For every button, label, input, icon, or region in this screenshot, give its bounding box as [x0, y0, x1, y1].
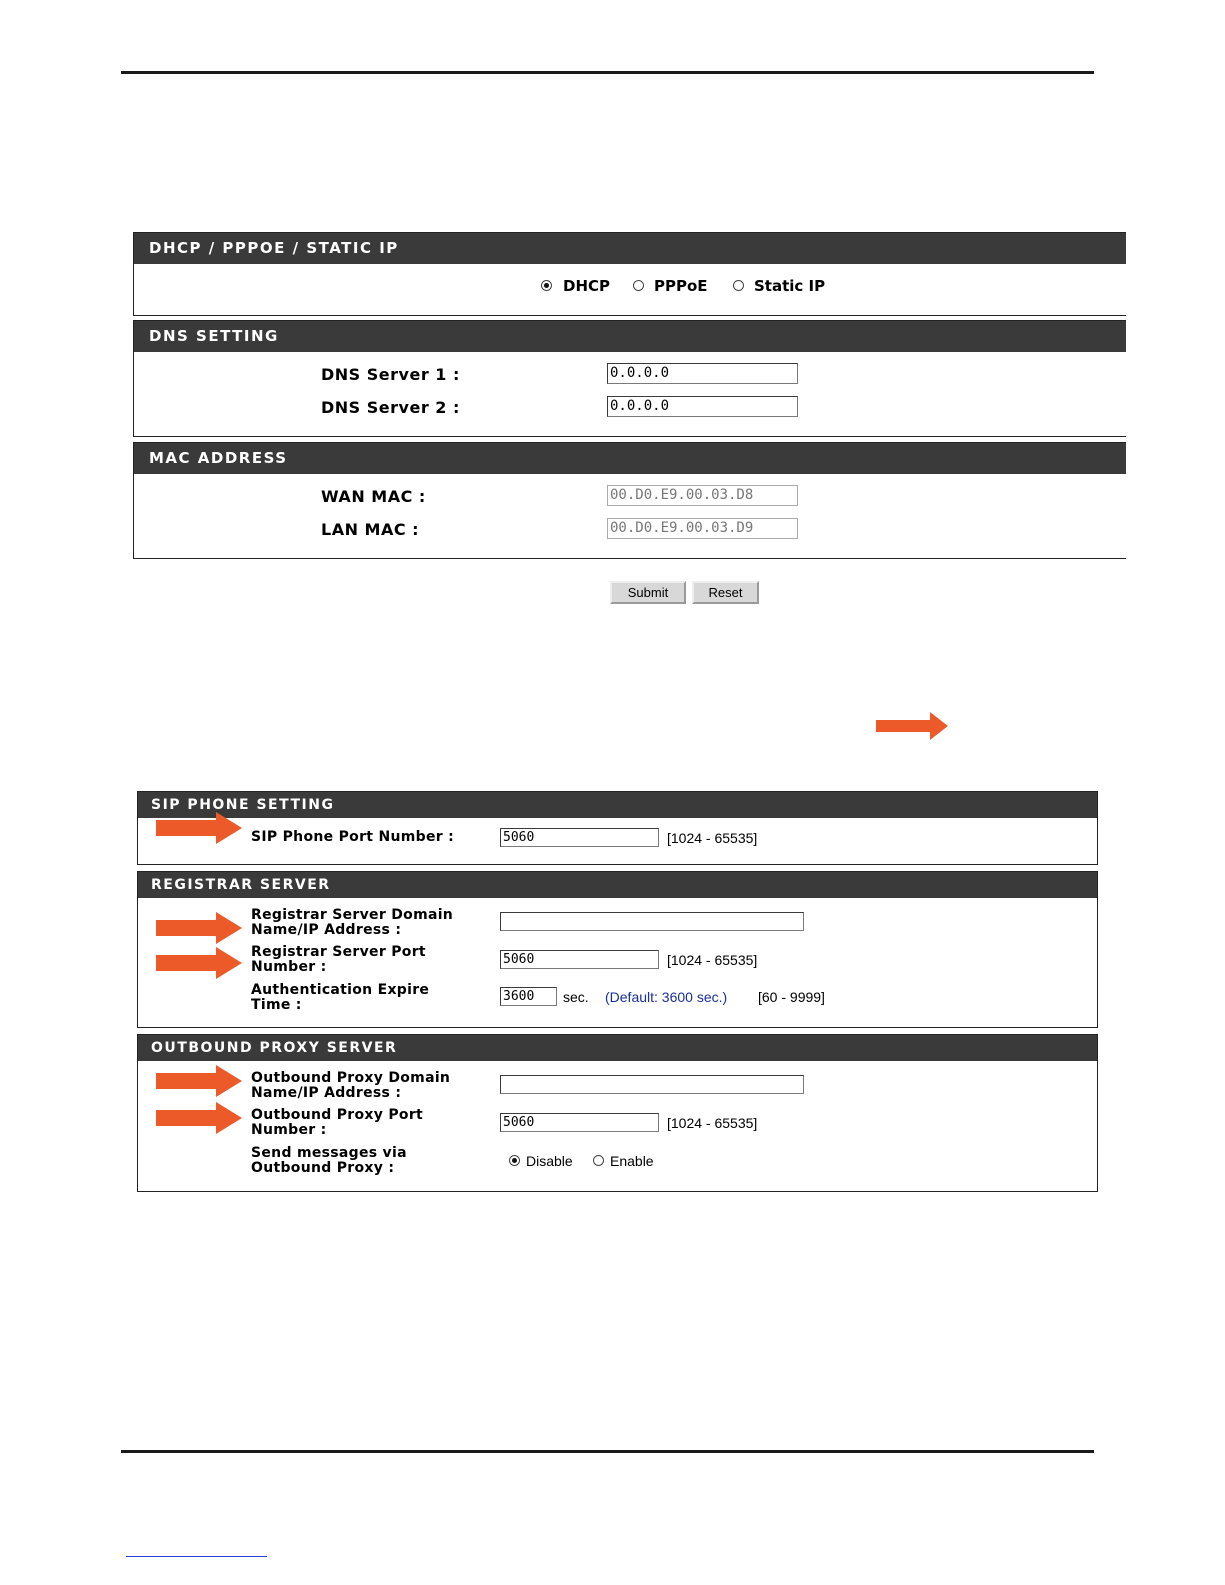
dns-setting-panel — [133, 320, 1126, 437]
arrow-icon — [156, 911, 242, 945]
dns-server-1-label: DNS Server 1 : — [321, 365, 460, 384]
top-rule — [121, 71, 1094, 74]
mac-address-panel — [133, 442, 1126, 559]
radio-proxy-disable-label: Disable — [526, 1153, 573, 1169]
proxy-port-range: [1024 - 65535] — [667, 1115, 758, 1131]
expire-time-default: (Default: 3600 sec.) — [605, 989, 728, 1005]
dns-server-2-input[interactable]: 0.0.0.0 — [607, 396, 798, 417]
registrar-server-header: REGISTRAR SERVER — [138, 872, 1097, 898]
radio-proxy-enable[interactable] — [593, 1155, 604, 1166]
sip-phone-setting-header: SIP PHONE SETTING — [138, 792, 1097, 818]
radio-proxy-disable[interactable] — [509, 1155, 520, 1166]
dns-server-1-input[interactable]: 0.0.0.0 — [607, 363, 798, 384]
expire-time-label-line2: Time : — [251, 997, 302, 1013]
expire-time-label-line1: Authentication Expire — [251, 982, 430, 998]
sip-port-range: [1024 - 65535] — [667, 830, 758, 846]
lan-mac-label: LAN MAC : — [321, 520, 420, 539]
registrar-server-panel — [137, 871, 1098, 1028]
sip-port-label: SIP Phone Port Number : — [251, 829, 455, 845]
radio-pppoe-label: PPPoE — [654, 277, 708, 295]
submit-button[interactable]: Submit — [610, 581, 686, 604]
proxy-port-label-line2: Number : — [251, 1122, 327, 1138]
wan-mac-label: WAN MAC : — [321, 487, 426, 506]
reset-button[interactable]: Reset — [692, 581, 759, 604]
outbound-proxy-header: OUTBOUND PROXY SERVER — [138, 1035, 1097, 1061]
sip-port-input[interactable]: 5060 — [500, 828, 659, 847]
expire-time-range: [60 - 9999] — [758, 989, 825, 1005]
proxy-port-label-line1: Outbound Proxy Port — [251, 1107, 424, 1123]
registrar-domain-label-line1: Registrar Server Domain — [251, 907, 454, 923]
registrar-port-label-line2: Number : — [251, 959, 327, 975]
expire-time-input[interactable]: 3600 — [500, 987, 557, 1006]
arrow-icon — [876, 710, 948, 742]
mac-address-header: MAC ADDRESS — [134, 443, 1126, 474]
outbound-proxy-panel — [137, 1034, 1098, 1192]
proxy-domain-label-line2: Name/IP Address : — [251, 1085, 402, 1101]
bottom-rule — [121, 1450, 1094, 1453]
radio-pppoe[interactable] — [633, 280, 644, 291]
arrow-icon — [156, 1064, 242, 1098]
proxy-port-input[interactable]: 5060 — [500, 1113, 659, 1132]
registrar-port-label-line1: Registrar Server Port — [251, 944, 426, 960]
sip-phone-setting-panel — [137, 791, 1098, 865]
registrar-port-input[interactable]: 5060 — [500, 950, 659, 969]
expire-time-unit: sec. — [563, 989, 589, 1005]
radio-proxy-enable-label: Enable — [610, 1153, 654, 1169]
registrar-port-range: [1024 - 65535] — [667, 952, 758, 968]
registrar-domain-label-line2: Name/IP Address : — [251, 922, 402, 938]
radio-dhcp[interactable] — [541, 280, 552, 291]
arrow-icon — [156, 1101, 242, 1135]
registrar-domain-input[interactable] — [500, 912, 804, 931]
radio-dhcp-label: DHCP — [563, 277, 611, 295]
dns-server-2-label: DNS Server 2 : — [321, 398, 460, 417]
arrow-icon — [156, 946, 242, 980]
footer-link-underline[interactable] — [126, 1556, 267, 1557]
connection-type-header: DHCP / PPPOE / STATIC IP — [134, 233, 1126, 264]
wan-mac-input: 00.D0.E9.00.03.D8 — [607, 485, 798, 506]
dns-setting-header: DNS SETTING — [134, 321, 1126, 352]
radio-static-ip-label: Static IP — [754, 277, 826, 295]
proxy-domain-input[interactable] — [500, 1075, 804, 1094]
arrow-icon — [156, 811, 242, 845]
send-via-proxy-label-line1: Send messages via — [251, 1145, 407, 1161]
radio-static-ip[interactable] — [733, 280, 744, 291]
send-via-proxy-label-line2: Outbound Proxy : — [251, 1160, 395, 1176]
lan-mac-input: 00.D0.E9.00.03.D9 — [607, 518, 798, 539]
connection-type-panel — [133, 232, 1126, 316]
proxy-domain-label-line1: Outbound Proxy Domain — [251, 1070, 451, 1086]
